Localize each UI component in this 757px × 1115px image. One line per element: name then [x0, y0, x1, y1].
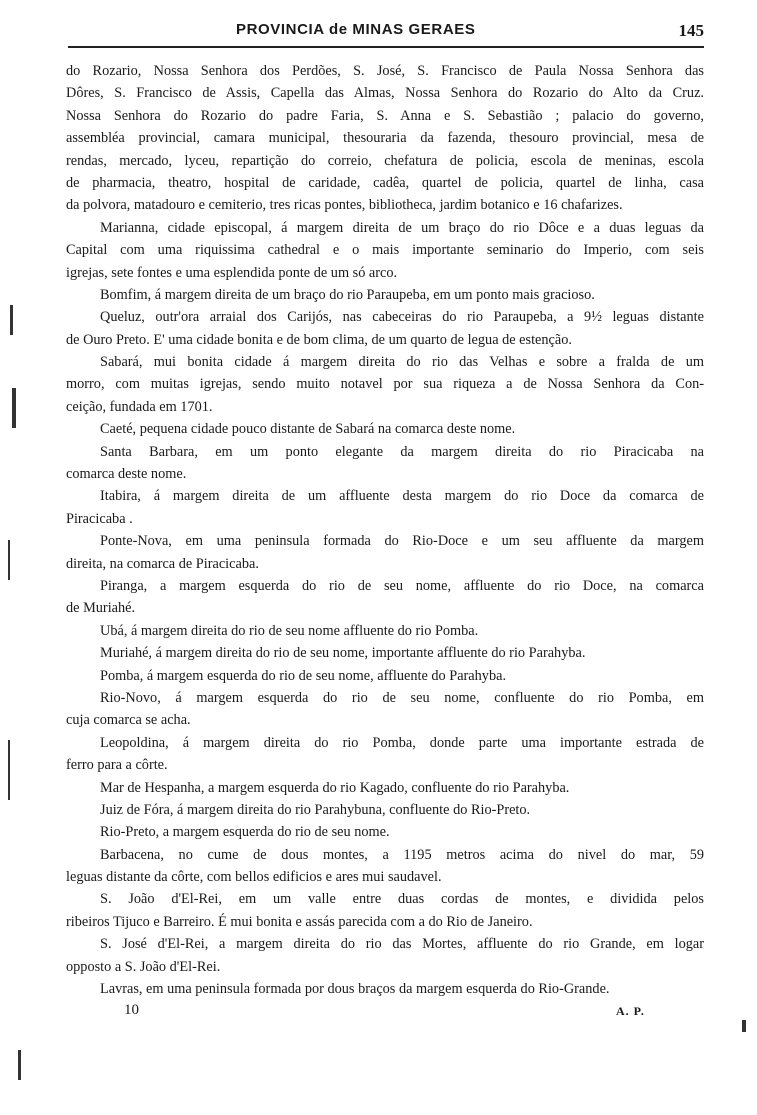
running-header [68, 18, 704, 44]
margin-mark [742, 1020, 746, 1032]
signature-mark: 10 [124, 1002, 139, 1018]
text-line: ribeiros Tijuco e Barreiro. É mui bonita e assás parecida com a do Rio de Janeiro. [66, 913, 533, 930]
text-line: cuja comarca se acha. [66, 712, 191, 729]
text-line: Piracicaba . [66, 510, 133, 527]
text-line: Rio-Novo, á margem esquerda do rio de seu nome, confluente do rio Pomba, em [100, 689, 704, 706]
body-text [66, 60, 704, 1000]
text-line: Itabira, á margem direita de um affluente desta margem do rio Doce da comarca de [100, 488, 704, 505]
text-line: Lavras, em uma peninsula formada por dous braços da margem esquerda do Rio-Grande. [100, 981, 610, 998]
text-line: assembléa provincial, camara municipal, thesouraria da fazenda, thesouro provincial, mesa de [66, 130, 704, 147]
text-line: Leopoldina, á margem direita do rio Pomba, donde parte uma importante estrada de [100, 734, 704, 751]
text-line: morro, com muitas igrejas, sendo muito notavel por sua riqueza a de Nossa Senhora da Con- [66, 376, 704, 393]
catchword: A. P. [616, 1004, 645, 1018]
text-line: Bomfim, á margem direita de um braço do rio Paraupeba, em um ponto mais gracioso. [100, 286, 595, 303]
text-line: Rio-Preto, a margem esquerda do rio de seu nome. [100, 824, 390, 841]
text-line: Nossa Senhora do Rozario do padre Faria, S. Anna e S. Sebastião ; palacio do governo, [66, 107, 704, 124]
margin-mark [12, 388, 16, 428]
margin-mark [8, 540, 10, 580]
page-number: 145 [678, 21, 704, 40]
text-line: Dôres, S. Francisco de Assis, Capella das Almas, Nossa Senhora do Rozario do Alto da Cruz. [66, 85, 704, 102]
text-line: ceição, fundada em 1701. [66, 398, 213, 415]
text-line: Santa Barbara, em um ponto elegante da margem direita do rio Piracicaba na [100, 443, 704, 460]
margin-mark [10, 305, 13, 335]
margin-mark [8, 740, 10, 800]
text-line: Juiz de Fóra, á margem direita do rio Parahybuna, confluente do Rio-Preto. [100, 801, 531, 818]
text-line: comarca deste nome. [66, 466, 187, 483]
text-line: da polvora, matadouro e cemiterio, tres ricas pontes, bibliotheca, jardim botanico e 16 chafarizes. [66, 197, 623, 214]
text-line: Pomba, á margem esquerda do rio de seu nome, affluente do Parahyba. [100, 667, 507, 684]
text-line: Marianna, cidade episcopal, á margem direita de um braço do rio Dôce e a duas leguas da [100, 219, 704, 236]
text-line: Caeté, pequena cidade pouco distante de Sabará na comarca deste nome. [100, 421, 516, 438]
text-line: Muriahé, á margem direita do rio de seu nome, importante affluente do rio Parahyba. [100, 645, 586, 662]
text-line: Queluz, outr'ora arraial dos Carijós, nas cabeceiras do rio Paraupeba, a 9½ leguas distante [100, 309, 704, 326]
header-rule [68, 46, 704, 48]
text-line: leguas distante da côrte, com bellos edificios e ares mui saudavel. [66, 869, 442, 886]
text-line: de Muriahé. [66, 600, 136, 617]
text-line: ferro para a côrte. [66, 757, 168, 774]
page-title: PROVINCIA de MINAS GERAES [236, 21, 476, 38]
text-line: opposto a S. João d'El-Rei. [66, 958, 221, 975]
text-line: Ponte-Nova, em uma peninsula formada do Rio-Doce e um seu affluente da margem [100, 533, 704, 550]
text-line: direita, na comarca de Piracicaba. [66, 555, 259, 572]
text-line: do Rozario, Nossa Senhora dos Perdões, S. José, S. Francisco de Paula Nossa Senhora das [66, 63, 704, 79]
text-line: Capital com uma riquissima cathedral e o mais importante seminario do Imperio, com seis [66, 242, 704, 259]
text-line: igrejas, sete fontes e uma esplendida ponte de um só arco. [66, 264, 398, 281]
text-line: S. José d'El-Rei, a margem direita do rio das Mortes, affluente do rio Grande, em logar [100, 936, 704, 953]
text-line: Piranga, a margem esquerda do rio de seu nome, affluente do rio Doce, na comarca [100, 577, 704, 594]
margin-mark [18, 1050, 21, 1080]
text-line: Sabará, mui bonita cidade á margem direita do rio das Velhas e sobre a fralda de um [100, 354, 704, 371]
text-line: de Ouro Preto. E' uma cidade bonita e de bom clima, de um quarto de legua de estenção. [66, 331, 572, 348]
text-line: rendas, mercado, lyceu, repartição do correio, chefatura de policia, escola de meninas, escola [66, 152, 704, 169]
text-line: Ubá, á margem direita do rio de seu nome affluente do rio Pomba. [100, 622, 479, 639]
text-line: S. João d'El-Rei, em um valle entre duas cordas de montes, e dividida pelos [100, 891, 704, 908]
page-footer [66, 1002, 704, 1024]
text-line: Mar de Hespanha, a margem esquerda do rio Kagado, confluente do rio Parahyba. [100, 779, 570, 796]
text-line: Barbacena, no cume de dous montes, a 1195 metros acima do nivel do mar, 59 [100, 846, 704, 863]
text-line: de pharmacia, theatro, hospital de caridade, cadêa, quartel de policia, quartel de linha, casa [66, 174, 704, 191]
